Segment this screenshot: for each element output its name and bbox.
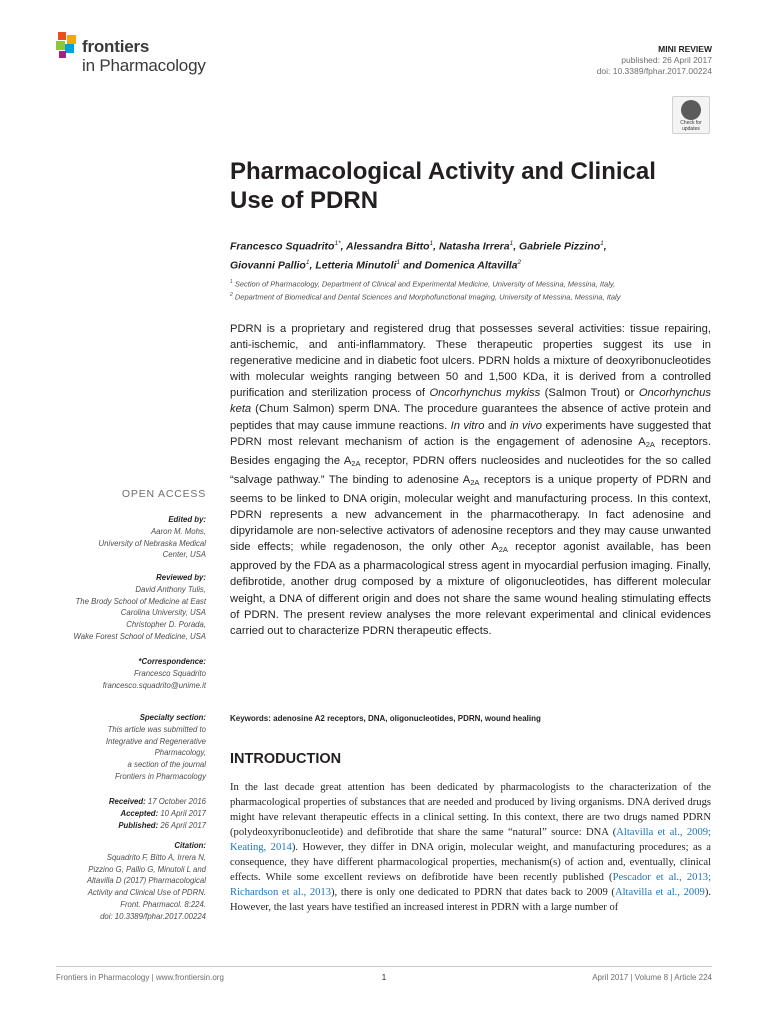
affiliation-1 xyxy=(230,279,720,289)
specialty-line: Pharmacology, xyxy=(154,748,206,758)
author-mark: 1 xyxy=(305,258,310,266)
published-label: Published: xyxy=(118,820,159,830)
affiliation-text: Department of Biomedical and Dental Sciences and Morphofunctional Imaging, University of Messina, Messina, Italy xyxy=(232,292,621,302)
specialty-section-block xyxy=(40,712,206,783)
article-type: MINI REVIEW xyxy=(658,44,712,54)
citation-line: Front. Pharmacol. 8:224. xyxy=(120,899,206,909)
reviewer-line: Wake Forest School of Medicine, USA xyxy=(73,631,206,641)
reviewer-line: Carolina University, USA xyxy=(120,608,206,618)
frontiers-logo-icon xyxy=(56,32,80,60)
received-date: 17 October 2016 xyxy=(145,797,206,806)
correspondence-block xyxy=(40,656,206,691)
edited-by-block xyxy=(40,514,206,561)
correspondence-email[interactable]: francesco.squadrito@unime.it xyxy=(102,680,206,690)
received-label: Received: xyxy=(108,797,146,806)
author-name[interactable]: and Domenica Altavilla xyxy=(400,259,518,271)
reviewer-line: Christopher D. Porada, xyxy=(126,620,206,630)
published-date: published: 26 April 2017 xyxy=(621,55,712,65)
reviewer-line: David Anthony Tulis, xyxy=(135,584,206,594)
author-mark: 1 xyxy=(396,258,401,266)
citation-link[interactable]: Pescador et al., 2013; Richardson et al., 2013 xyxy=(230,872,712,899)
author-mark: 2 xyxy=(517,258,522,266)
reviewed-by-block xyxy=(40,572,206,643)
bookmark-icon xyxy=(681,100,701,120)
author-name[interactable]: , Letteria Minutoli xyxy=(309,259,397,271)
author-name[interactable]: Francesco Squadrito xyxy=(230,240,335,253)
author-name[interactable]: , Alessandra Bitto xyxy=(340,240,430,253)
specialty-label: Specialty section: xyxy=(139,713,206,722)
correspondence-name: Francesco Squadrito xyxy=(134,668,206,678)
accepted-date: 10 April 2017 xyxy=(158,808,206,818)
citation-block xyxy=(40,840,206,923)
section-heading-introduction: INTRODUCTION xyxy=(230,751,342,767)
published-date-sidebar: 26 April 2017 xyxy=(158,820,206,830)
edited-by-label: Edited by: xyxy=(168,515,206,524)
introduction-paragraph: In the last decade great attention has been dedicated by pharmacologists to the characterization of the pharmacological properties of substances that are needed and produced by living organisms. DNA derived drugs might have relevant therapeutic effects in a clinical setting. In this context, there are two drugs named PDRN (polydeoxyribonucleotide) and defibrotide that share the same “natural” source: DNA (Altavilla et al., 2009; Keating, 2014). However, they differ in DNA origin, molecular weight, and manufacturing procedures; as a consequence, they have different pharmacological properties, mechanism(s) of action and, eventually, clinical effects. While some excellent reviews on defibrotide have been recently published (Pescador et al., 2013; Richardson et al., 2013), there is only one dedicated to PDRN that dates back to 2009 (Altavilla et al., 2009). However, the last years have testified an increased interest in PDRN with a large number of xyxy=(230,782,712,914)
specialty-line: Frontiers in Pharmacology xyxy=(114,771,206,781)
abstract: PDRN is a proprietary and registered drug that possesses several activities: tissue repairing, anti-ischemic, and anti-inflammatory. These therapeutic properties suggest its use in regenerative medicine and in diabetic foot ulcers. PDRN holds a mixture of deoxyribonucleotides with molecular weights ranging between 50 and 1,500 KDa, it is derived from a controlled purification and sterilization process of Oncorhynchus mykiss (Salmon Trout) or Oncorhynchus keta (Chum Salmon) sperm DNA. The procedure guarantees the absence of active protein and peptides that may cause immune reactions. In vitro and in vivo experiments have suggested that PDRN most relevant mechanism of action is the engagement of adenosine $A_{2A}$ receptors. Besides engaging the $A_{2A}$ receptor, PDRN offers nucleosides and nucleotides for the so called “salvage pathway.” The binding to adenosine $A_{2A}$ receptors is a unique property of PDRN and seems to be linked to DNA origin, molecular weight and manufacturing process. In this context, PDRN represents a new advancement in the pharmacotherapy. In fact adenosine and dipyridamole are non-selective activators of adenosine receptors and they may cause unwanted side effects; while regadenoson, the only other $A_{2A}$ receptor agonist available, has been approved by the FDA as a pharmacological stress agent in myocardial perfusion imaging. Finally, defibrotide, another drug composed by a mixture of oligonucleotides, has different molecular weight, a DNA of different origin and does not share the same wound healing stimulating effects of PDRN. The present review analyses the more relevant experimental and clinical evidences carried out to characterize PDRN therapeutic effects. xyxy=(230,323,712,637)
footer-issue: April 2017 | Volume 8 | Article 224 xyxy=(592,973,712,982)
specialty-line: Integrative and Regenerative xyxy=(105,736,206,746)
article-title xyxy=(230,157,730,215)
affiliation-2 xyxy=(230,292,720,302)
article-doi[interactable]: doi: 10.3389/fphar.2017.00224 xyxy=(596,66,712,76)
specialty-line: a section of the journal xyxy=(127,760,206,770)
author-mark: 1 xyxy=(600,240,604,247)
citation-line: Pizzino G, Pallio G, Minutoli L and xyxy=(88,864,206,874)
editor-line: Aaron M. Mohs, xyxy=(150,526,206,536)
citation-link[interactable]: Altavilla et al., 2009; Keating, 2014 xyxy=(230,827,711,854)
journal-logo xyxy=(56,32,226,82)
affiliation-text: Section of Pharmacology, Department of Clinical and Experimental Medicine, University of Messina, Messina, Italy, xyxy=(232,279,616,289)
editor-line: University of Nebraska Medical xyxy=(98,538,206,548)
title-line-2: Use of PDRN xyxy=(230,187,379,214)
journal-name-line1: frontiers xyxy=(82,37,150,56)
check-for-updates-badge[interactable] xyxy=(672,96,710,134)
author-name[interactable]: , Gabriele Pizzino xyxy=(513,240,601,253)
citation-line: Activity and Clinical Use of PDRN. xyxy=(87,888,206,898)
specialty-line: This article was submitted to xyxy=(107,724,206,734)
citation-link[interactable]: Altavilla et al., 2009 xyxy=(614,887,705,899)
affiliation-mark: 1 xyxy=(230,279,233,285)
citation-line: Altavilla D (2017) Pharmacological xyxy=(86,876,206,886)
author-mark: 1* xyxy=(334,240,341,247)
correspondence-label: *Correspondence: xyxy=(138,657,206,666)
title-line-1: Pharmacological Activity and Clinical xyxy=(230,158,656,185)
footer-divider xyxy=(56,966,712,967)
author-name[interactable]: Giovanni Pallio xyxy=(230,259,306,271)
journal-name-line2: in Pharmacology xyxy=(82,56,206,75)
author-mark: 1 xyxy=(429,240,434,247)
author-name[interactable]: , Natasha Irrera xyxy=(433,240,510,253)
open-access-label: OPEN ACCESS xyxy=(121,488,206,500)
reviewer-line: The Brody School of Medicine at East xyxy=(75,596,206,606)
citation-doi[interactable]: doi: 10.3389/fphar.2017.00224 xyxy=(100,911,206,921)
author-list: Francesco Squadrito$^{1*}$, Alessandra Bitto$^1$, Natasha Irrera$^1$, Gabriele Pizzino$^1$, Giovanni Pallio$^1$, Letteria Minutoli$^1$ and Domenica Altavilla$^2$ xyxy=(230,240,607,271)
footer-journal[interactable]: Frontiers in Pharmacology | www.frontiersin.org xyxy=(56,973,224,982)
page-number: 1 xyxy=(381,973,387,982)
editor-line: Center, USA xyxy=(162,550,206,560)
check-for-updates-label: Check for updates xyxy=(680,120,702,132)
citation-label: Citation: xyxy=(174,841,206,850)
accepted-label: Accepted: xyxy=(120,808,159,818)
article-meta xyxy=(597,44,712,77)
affiliation-mark: 2 xyxy=(230,292,233,298)
keywords: Keywords: adenosine A2 receptors, DNA, oligonucleotides, PDRN, wound healing xyxy=(230,714,541,723)
author-mark: 1 xyxy=(509,240,514,247)
citation-line: Squadrito F, Bitto A, Irrera N, xyxy=(106,852,206,862)
dates-block xyxy=(40,796,206,831)
reviewed-by-label: Reviewed by: xyxy=(156,573,206,582)
